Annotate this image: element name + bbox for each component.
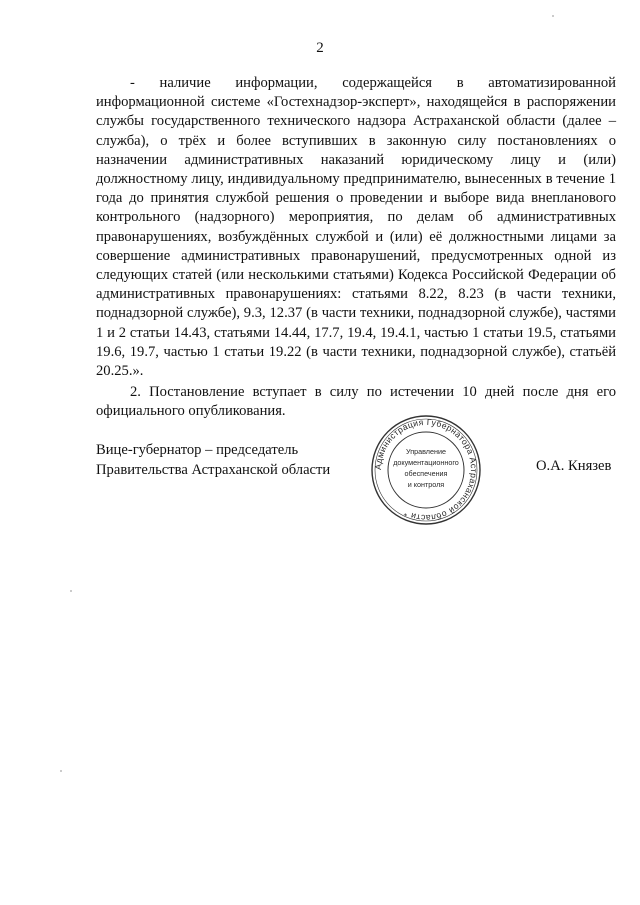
signatory-name: О.А. Князев xyxy=(536,458,612,474)
official-stamp xyxy=(370,414,482,526)
stamp-ring-text: Администрация Губернатора Астраханской области * xyxy=(372,416,480,524)
stamp-center-line-4: и контроля xyxy=(407,480,445,489)
signatory-title-line-1: Вице-губернатор – председатель xyxy=(96,442,299,458)
document-body xyxy=(96,74,616,424)
signatory-title xyxy=(96,441,330,480)
signatory-title-line-2: Правительства Астраханской области xyxy=(96,461,331,478)
paragraph-list-item: - наличие информации, содержащейся в автоматизированной информационной системе «Гостехнадзор-эксперт», находящейся в распоряжении службы государственного технического надзора Астраханской области (далее – служба), о трёх и более вступивших в законную силу постановлениях о назначении административных наказаний юридическому лицу и (или) должностному лицу, индивидуальному предпринимателю, вынесенных в течение 1 года до принятия службой решения о проведении и выборе вида внепланового контрольного (надзорного) мероприятия, по делам об административных правонарушениях, возбуждённых службой и (или) её должностными лицами за совершение административных правонарушений, предусмотренных одной из следующих статей (или несколькими статьями) Кодекса Российской Федерации об административных правонарушениях: статьями 8.22, 8.23 (в части техники, поднадзорной службе), 9.3, 12.37 (в части техники, поднадзорной службе), частями 1 и 2 статьи 14.43, статьями 14.44, 17.7, 19.4, 19.4.1, частью 1 статьи 19.5, статьями 19.6, 19.7, частью 1 статьи 19.22 (в части техники, поднадзорной службе), статьёй 20.25.». xyxy=(96,75,616,380)
stamp-center-line-2: документационного xyxy=(393,458,459,467)
paragraph-effective-date: 2. Постановление вступает в силу по истечении 10 дней после дня его официального опубликования. xyxy=(96,384,616,420)
page-number: 2 xyxy=(316,40,324,56)
scan-artifact xyxy=(70,590,72,592)
stamp-center-line-3: обеспечения xyxy=(404,469,448,478)
stamp-center-line-1: Управление xyxy=(406,447,446,456)
scan-artifact xyxy=(60,770,62,772)
scan-artifact xyxy=(552,15,554,17)
